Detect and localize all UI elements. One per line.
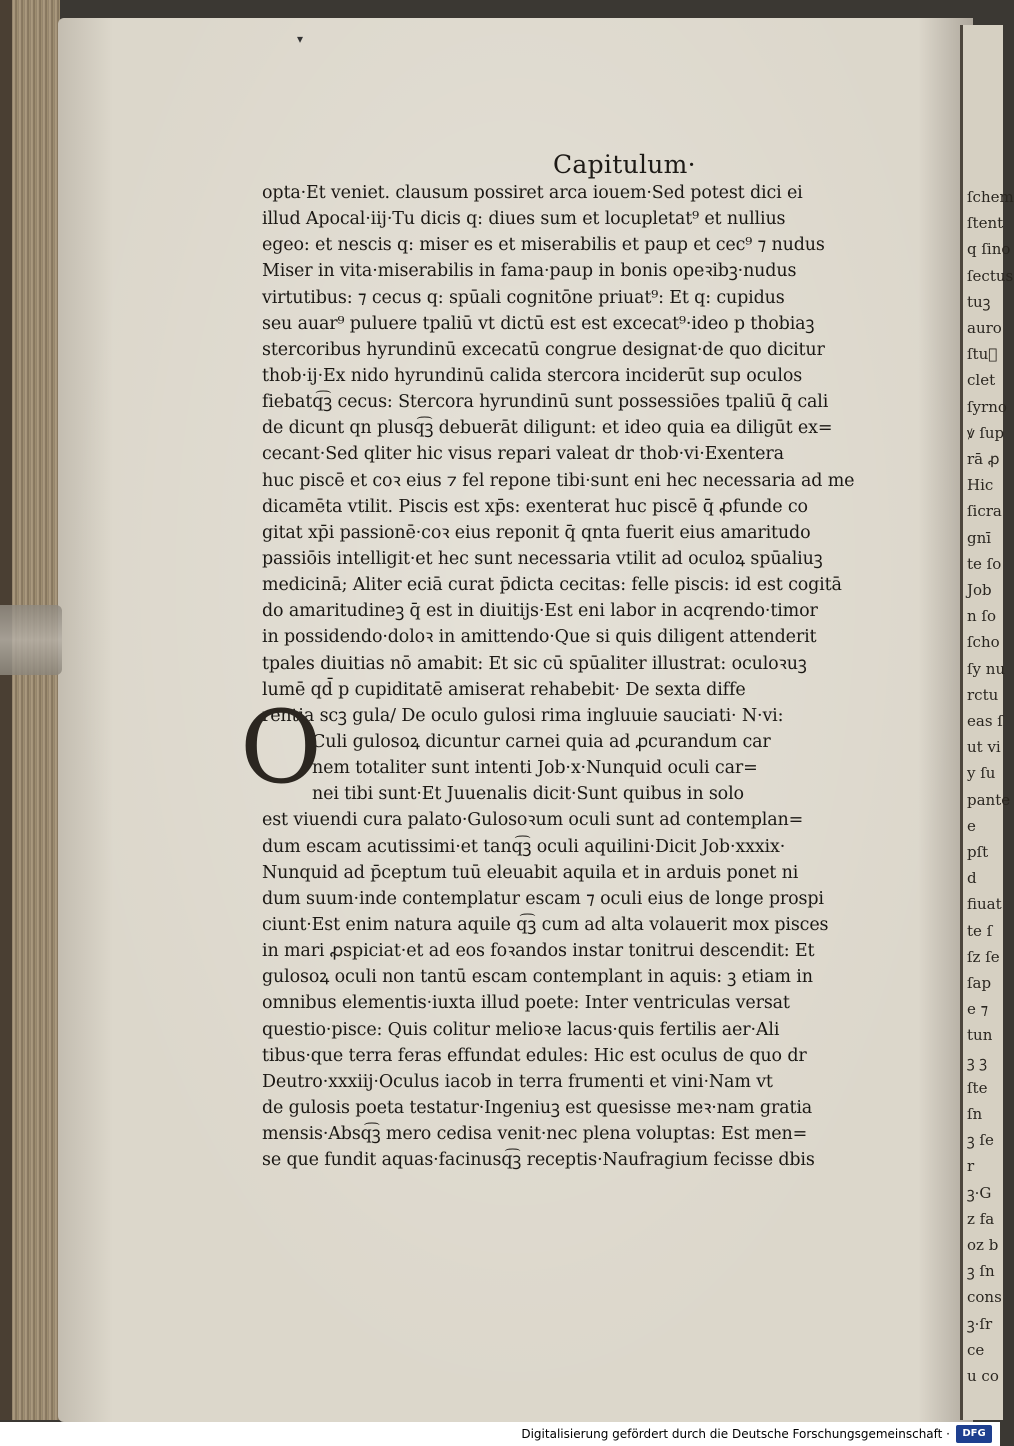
facing-page-fragment: ſap	[967, 974, 992, 992]
facing-page-fragment: ſtent	[967, 214, 1004, 233]
facing-page-fragment: e	[967, 816, 976, 835]
facing-page-fragment: pante	[967, 790, 1011, 809]
facing-page-fragment: ſectus	[967, 266, 1014, 285]
text-line: illud Apocal·iij·Tu dicis q: diues sum et locupletat⁹ et nullius	[262, 209, 786, 230]
facing-page-fragment: rctu	[967, 685, 999, 704]
text-line: Nunquid ad p̄ceptum tuū eleuabit aquila et in arduis ponet ni	[262, 862, 799, 883]
text-line: rentia scꝫ gula/ De oculo gulosi rima ingluuie sauciati· N·vi:	[262, 705, 784, 726]
text-line: stercoribus hyrundinū excecatū congrue designat·de quo dicitur	[262, 339, 825, 360]
facing-page-fragment: rā ꝓ	[967, 450, 1000, 468]
facing-page-fragment: auro	[967, 319, 1002, 337]
text-line: nei tibi sunt·Et Juuenalis dicit·Sunt quibus in solo	[312, 784, 744, 805]
text-line: dicamēta vtilit. Piscis est xp̄s: exenterat huc piscē q̄ ꝓfunde co	[262, 496, 808, 517]
facing-page-fragment: pſt	[967, 843, 989, 861]
text-line: nem totaliter sunt intenti Job·x·Nunquid oculi car=	[312, 758, 758, 779]
text-line: huc piscē et coꝛ eius ⁊ fel repone tibi·sunt eni hec necessaria ad me	[262, 470, 855, 491]
facing-page-fragment: ꝫ ꝫ	[967, 1052, 988, 1071]
text-line: tpales diuitias nō amabit: Et sic cū spūaliter illustrat: oculoꝛuꝫ	[262, 653, 807, 674]
dfg-logo: DFG	[956, 1425, 992, 1443]
facing-page-fragment: Hic	[967, 476, 994, 495]
facing-page-fragment: ſte	[967, 1078, 988, 1097]
facing-page-fragment: te ſ	[967, 921, 993, 940]
text-line: seu auar⁹ puluere tpaliū vt dictū est est excecat⁹·ideo p thobiaꝫ	[262, 313, 815, 334]
decorated-initial: O	[240, 689, 322, 806]
facing-page-fragment: ſyrno	[967, 397, 1007, 416]
facing-page-fragment: eas ſ	[967, 712, 1003, 730]
text-line: in mari ꝓspiciat·et ad eos foꝛandos instar tonitrui descendit: Et	[262, 941, 815, 962]
text-line: virtutibus: ⁊ cecus q: spūali cognitōne priuat⁹: Et q: cupidus	[262, 287, 785, 308]
facing-page-fragment: e ⁊	[967, 1000, 989, 1019]
text-line: Culi gulosoꝝ dicuntur carnei quia ad ꝓcurandum car	[312, 731, 771, 752]
facing-page-fragment: gnī	[967, 528, 992, 547]
facing-page-fragment: tun	[967, 1026, 993, 1045]
facing-page-fragment: z fa	[967, 1209, 995, 1228]
facing-page-fragment: ſz ſe	[967, 947, 1000, 966]
text-line: Deutro·xxxiij·Oculus iacob in terra frumenti et vini·Nam vt	[262, 1071, 773, 1092]
facing-page-fragment: ꝫ ſe	[967, 1131, 994, 1150]
text-line: se que fundit aquas·facinusq͡ꝫ receptis·Naufragium fecisse dbis	[262, 1150, 815, 1171]
facing-page-fragment: d	[967, 869, 977, 888]
text-line: cecant·Sed qliter hic visus repari valeat dr thob·vi·Exentera	[262, 444, 784, 465]
text-line: do amaritudineꝫ q̄ est in diuitijs·Est eni labor in acqrendo·timor	[262, 601, 818, 622]
main-text-block	[262, 180, 856, 1173]
text-line: Miser in vita·miserabilis in fama·paup in bonis opeꝛibꝫ·nudus	[262, 261, 797, 282]
footer-bar	[0, 1422, 1000, 1446]
facing-page-fragment: n ſo	[967, 607, 997, 626]
text-line: medicinā; Aliter eciā curat p̄dicta cecitas: felle piscis: id est cogitā	[262, 575, 842, 596]
text-line: de dicunt qn plusq͡ꝫ debuerāt diligunt: et ideo quia ea diligūt ex=	[262, 418, 833, 439]
text-line: gulosoꝝ oculi non tantū escam contemplant in aquis: ꝫ etiam in	[262, 967, 813, 988]
text-line: in possidendo·doloꝛ in amittendo·Que si quis diligent attenderit	[262, 627, 817, 648]
text-line: lumē qd̄ p cupiditatē amiserat rehabebit· De sexta diffe	[262, 679, 746, 700]
facing-page-fragment: y ſu	[967, 764, 996, 783]
text-line: de gulosis poeta testatur·Ingeniuꝫ est quesisse meꝛ·nam gratia	[262, 1097, 813, 1118]
facing-page-fragment: tuꝫ	[967, 292, 991, 311]
text-line: tibus·que terra feras effundat edules: Hic est oculus de quo dr	[262, 1045, 807, 1066]
text-line: egeo: et nescis q: miser es et miserabilis et paup et cec⁹ ⁊ nudus	[262, 235, 825, 256]
page-tab-marker	[0, 605, 62, 675]
text-line: opta·Et veniet. clausum possiret arca iouem·Sed potest dici ei	[262, 183, 803, 203]
facing-page-fragment: r	[967, 1157, 975, 1176]
facing-page-fragment: ſn	[967, 1105, 983, 1123]
facing-page-fragment: Job	[967, 581, 992, 599]
facing-page-fragment: ꝫ·ſr	[967, 1314, 993, 1333]
facing-page-fragment: q ſino	[967, 240, 1011, 259]
facing-page-fragment: ꝟ ſup	[967, 423, 1005, 442]
facing-page-fragment: clet	[967, 371, 996, 390]
facing-page-fragment: ſicra	[967, 502, 1002, 521]
text-line: dum escam acutissimi·et tanq͡ꝫ oculi aquilini·Dicit Job·xxxix·	[262, 836, 786, 857]
facing-page-fragment: te ſo	[967, 554, 1002, 573]
running-head: Capitulum·	[553, 150, 696, 179]
text-line: fiebatq͡ꝫ cecus: Stercora hyrundinū sunt possessiōes tpaliū q̄ cali	[262, 392, 829, 413]
text-line: questio·pisce: Quis colitur melioꝛe lacus·quis fertilis aer·Ali	[262, 1019, 780, 1040]
facing-page-fragment: oz b	[967, 1236, 999, 1254]
footer-credit: Digitalisierung gefördert durch die Deutsche Forschungsgemeinschaft ·	[521, 1427, 950, 1441]
facing-page-fragment: ſcho	[967, 633, 1000, 652]
facing-page-fragment: ut vi	[967, 738, 1001, 757]
page-mark: ▾	[297, 32, 304, 46]
facing-page-fragment: ſy nu	[967, 659, 1006, 678]
facing-page-fragment: fiuat	[967, 895, 1002, 914]
text-line: thob·ij·Ex nido hyrundinū calida stercora inciderūt sup oculos	[262, 365, 803, 386]
text-line: ciunt·Est enim natura aquile q͡ꝫ cum ad alta volauerit mox pisces	[262, 914, 829, 935]
text-line: mensis·Absq͡ꝫ mero cedisa venit·nec plena voluptas: Est men=	[262, 1124, 808, 1145]
text-line: passiōis intelligit·et hec sunt necessaria vtilit ad oculoꝝ spūaliuꝫ	[262, 548, 823, 569]
facing-page-fragment: ce	[967, 1340, 985, 1359]
facing-page-fragment: cons	[967, 1288, 1002, 1307]
text-line: dum suum·inde contemplatur escam ⁊ oculi eius de longe prospi	[262, 888, 824, 909]
text-line: est viuendi cura palato·Gulosoꝛum oculi sunt ad contemplan=	[262, 810, 804, 831]
facing-page-fragment: ſchem	[967, 188, 1014, 206]
text-line: gitat xp̄i passionē·coꝛ eius reponit q̄ qnta fuerit eius amaritudo	[262, 522, 811, 543]
text-line: omnibus elementis·iuxta illud poete: Inter ventriculas versat	[262, 993, 790, 1014]
facing-page-fragment: ꝫ ſn	[967, 1262, 995, 1281]
facing-page-fragment: ſtuᷓ	[967, 345, 998, 364]
book-cover-edge	[0, 0, 12, 1420]
facing-page-fragment: ꝫ·G	[967, 1183, 992, 1202]
facing-page-strip	[960, 25, 1014, 1420]
facing-page-fragment: u co	[967, 1367, 999, 1385]
